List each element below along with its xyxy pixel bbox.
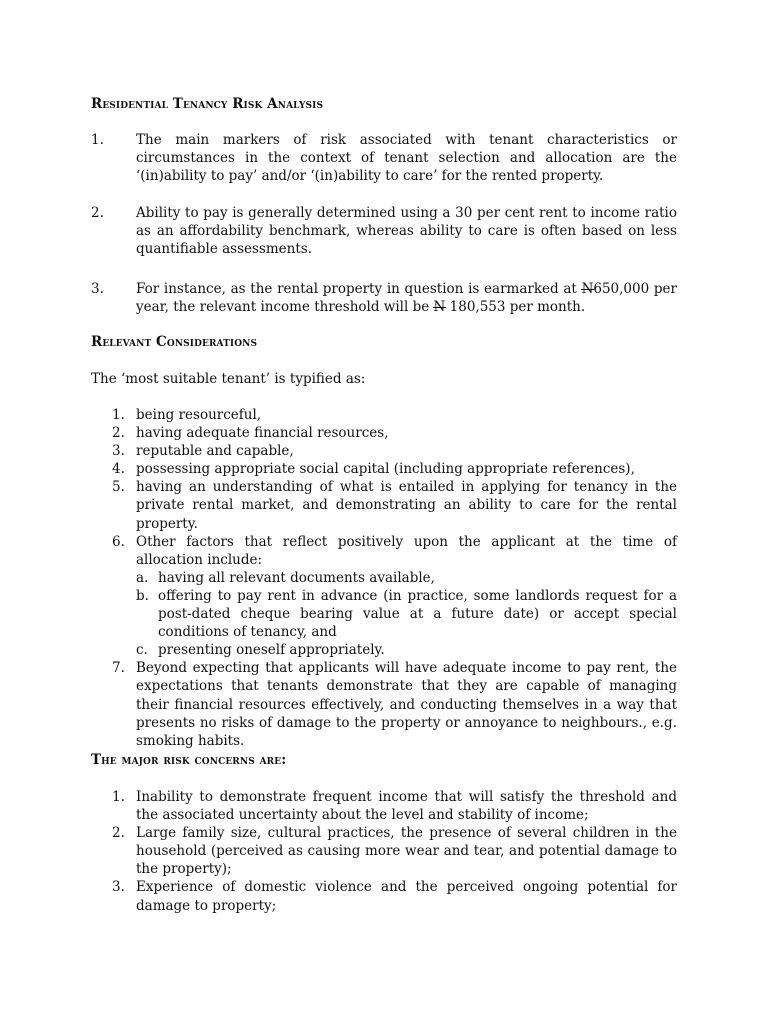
naira-symbol: N bbox=[581, 281, 594, 297]
list-number: 5. bbox=[112, 479, 125, 496]
list-item bbox=[112, 659, 677, 749]
sub-list-item bbox=[136, 641, 677, 659]
list-number: 1. bbox=[112, 789, 125, 805]
suitable-tenant-list bbox=[112, 406, 677, 750]
sub-list-letter: b. bbox=[136, 587, 149, 604]
list-item bbox=[112, 424, 677, 442]
paragraph-fragment: 650,000 per year, the relevant income threshold will be bbox=[136, 281, 677, 316]
list-item-text: having adequate financial resources, bbox=[136, 425, 389, 442]
sub-list-letter: a. bbox=[136, 569, 149, 586]
list-item bbox=[112, 478, 677, 532]
sub-list-item bbox=[136, 587, 677, 641]
list-item bbox=[112, 442, 677, 460]
list-item-text: Large family size, cultural practices, the presence of several children in the household (perceived as causing more wear and tear, and potential damage to the property); bbox=[136, 825, 677, 878]
list-item bbox=[112, 533, 677, 660]
paragraph-fragment: For instance, as the rental property in question is earmarked at bbox=[136, 281, 582, 297]
list-item-text: having an understanding of what is entailed in applying for tenancy in the private rental market, and demonstrating an ability to care for the rental property. bbox=[136, 479, 677, 532]
list-number: 3. bbox=[112, 879, 125, 896]
paragraph-number: 2. bbox=[91, 205, 104, 221]
paragraph-fragment: 180,553 per month. bbox=[445, 299, 586, 316]
considerations-heading: Relevant Considerations bbox=[91, 334, 258, 350]
list-number: 4. bbox=[112, 461, 125, 478]
list-item-text: Beyond expecting that applicants will have adequate income to pay rent, the expectations that tenants demonstrate that they are capable of managing their financial resources effectively, and conducting themselves in a way that presents no risks of damage to the property or annoyance to neighbours., e.g. smoking habits. bbox=[136, 660, 677, 749]
list-number: 3. bbox=[112, 443, 125, 460]
main-heading: Residential Tenancy Risk Analysis bbox=[91, 96, 324, 112]
paragraph-number: 1. bbox=[91, 132, 104, 148]
list-item-text: being resourceful, bbox=[136, 407, 262, 423]
list-number: 1. bbox=[112, 407, 125, 423]
list-number: 6. bbox=[112, 533, 125, 550]
sub-list-item-text: offering to pay rent in advance (in practice, some landlords request for a post-dated cheque bearing value at a future date) or accept special conditions of tenancy, and bbox=[158, 587, 677, 641]
list-item-text: possessing appropriate social capital (including appropriate references), bbox=[136, 461, 635, 478]
paragraph-text: The main markers of risk associated with tenant characteristics or circumstances in the context of tenant selection and allocation are the ‘(in)ability to pay’ and/or ‘(in)ability to care’ for the rented property. bbox=[136, 132, 677, 185]
list-item-text: Inability to demonstrate frequent income that will satisfy the threshold and the associated uncertainty about the level and stability of income; bbox=[136, 789, 677, 824]
list-item bbox=[112, 406, 677, 424]
suitable-tenant-intro: The ‘most suitable tenant’ is typified as: bbox=[91, 371, 366, 387]
sub-list-item-text: having all relevant documents available, bbox=[158, 569, 435, 586]
list-item-text: Other factors that reflect positively upon the applicant at the time of allocation include: bbox=[136, 533, 677, 568]
list-number: 2. bbox=[112, 825, 125, 842]
risk-concerns-list bbox=[112, 788, 677, 915]
risk-concerns-heading: The major risk concerns are: bbox=[91, 752, 287, 768]
paragraph-number: 3. bbox=[91, 281, 104, 297]
other-factors-list bbox=[136, 569, 677, 659]
list-item bbox=[112, 878, 677, 914]
sub-list-item bbox=[136, 569, 677, 587]
list-item bbox=[112, 788, 677, 824]
paragraph-text bbox=[136, 280, 677, 316]
naira-symbol: N bbox=[433, 299, 446, 316]
paragraph-text: Ability to pay is generally determined using a 30 per cent rent to income ratio as an affordability benchmark, whereas ability to care is often based on less quantifiable assessments. bbox=[136, 205, 677, 258]
list-item bbox=[112, 460, 677, 478]
list-item bbox=[112, 824, 677, 878]
list-number: 7. bbox=[112, 660, 125, 677]
list-item-text: Experience of domestic violence and the perceived ongoing potential for damage to property; bbox=[136, 879, 677, 914]
list-number: 2. bbox=[112, 425, 125, 442]
sub-list-letter: c. bbox=[136, 642, 148, 659]
list-item-text: reputable and capable, bbox=[136, 443, 294, 460]
sub-list-item-text: presenting oneself appropriately. bbox=[158, 642, 385, 659]
